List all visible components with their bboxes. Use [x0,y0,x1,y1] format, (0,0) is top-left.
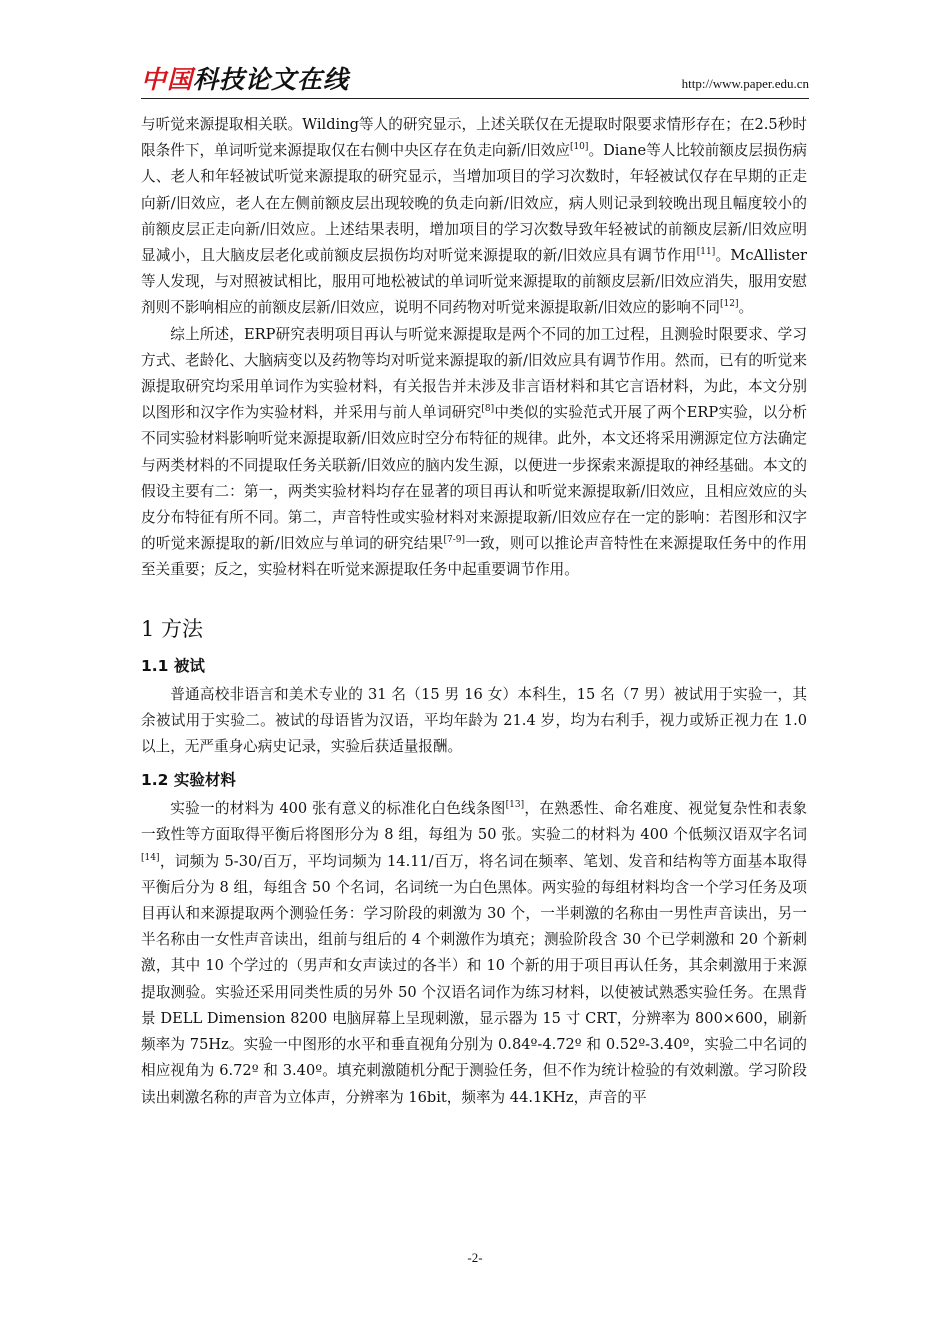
header-divider [141,98,809,99]
site-url[interactable]: http://www.paper.edu.cn [681,76,809,91]
text-run: 实验一的材料为 400 张有意义的标准化白色线条图 [170,800,506,818]
section-heading-method: 1 方法 [141,616,204,641]
logo-part-1: 中国 [141,65,194,94]
citation-ref: [11] [696,247,716,258]
citation-ref: [12] [720,299,739,310]
logo-part-2: 科技论文在线 [193,65,350,94]
paragraph-4 [141,796,807,1110]
paragraph-1 [141,112,807,322]
citation-ref: [13] [505,800,525,811]
paragraph-2 [141,322,807,584]
paragraph-3: 普通高校非语言和美术专业的 31 名（15 男 16 女）本科生，15 名（7 男）被试用于实验一，其余被试用于实验二。被试的母语皆为汉语，平均年龄为 21.4 岁，均为右利手，视力或矫正视力在 1.0 以上，无严重身心病史记录，实验后获适量报酬。 [141,685,807,756]
text-run: 。 [738,299,754,317]
page-body [141,112,807,1111]
text-run: ，词频为 5-30/百万，平均词频为 14.11/百万，将名词在频率、笔划、发音和结构等方面基本取得平衡后分为 8 组，每组含 50 个名词，名词统一为白色黑体。两实验的每组材料均含一个学习任务及项目再认和来源提取两个测验任务：学习阶段的刺激为 30 个，一半刺激的名称由一男性声音读出，另一半名称由一女性声音读出，组前与组后的 4 个刺激作为填充；测验阶段含 30 个已学刺激和 20 个新刺激，其中 10 个学过的（男声和女声读过的各半）和 10 个新的用于项目再认任务，其余刺激用于来源提取测验。实验还采用同类性质的另外 50 个汉语名词作为练习材料，以使被试熟悉实验任务。在黑背景 DELL Dimension 8200 电脑屏幕上呈现刺激，显示器为 15 寸 CRT，分辨率为 800×600，刷新频率为 75Hz。实验一中图形的水平和垂直视角分别为 0.84º-4.72º 和 0.52º-3.40º，实验二中名词的相应视角为 6.72º 和 3.40º。填充刺激随机分配于测验任务，但不作为统计检验的有效刺激。学习阶段读出刺激名称的声音为立体声，分辨率为 16bit，频率为 44.1KHz，声音的平 [141,852,807,1106]
text-run: 中类似的实验范式开展了两个ERP实验，以分析不同实验材料影响听觉来源提取新/旧效应时空分布特征的规律。此外，本文还将采用溯源定位方法确定与两类材料的不同提取任务关联新/旧效应的脑内发生源，以便进一步探索来源提取的神经基础。本文的假设主要有二：第一，两类实验材料均存在显著的项目再认和听觉来源提取新/旧效应，且相应效应的头皮分布特征有所不同。第二，声音特性或实验材料对来源提取新/旧效应存在一定的影响：若图形和汉字的听觉来源提取的新/旧效应与单词的研究结果 [141,404,807,553]
citation-ref: [7-9] [443,535,466,546]
text-run: 综上所述，ERP研究表明项目再认与听觉来源提取是两个不同的加工过程，且测验时限要求、学习方式、老龄化、大脑病变以及药物等均对听觉来源提取的新/旧效应具有调节作用。然而，已有的听觉来源提取研究均采用单词作为实验材料，有关报告并未涉及非言语材料和其它言语材料，为此，本文分别以图形和汉字作为实验材料，并采用与前人单词研究 [141,325,807,422]
subsection-heading-subjects: 1.1 被试 [141,656,205,675]
subsection-heading-materials: 1.2 实验材料 [141,771,236,790]
citation-ref: [10] [569,142,589,153]
text-run: 。Diane等人比较前额皮层损伤病人、老人和年轻被试听觉来源提取的研究显示，当增加项目的学习次数时，年轻被试仅存在早期的正走向新/旧效应，老人在左侧前额皮层出现较晚的负走向新/旧效应，病人则记录到较晚出现且幅度较小的前额皮层正走向新/旧效应。上述结果表明，增加项目的学习次数导致年轻被试的前额皮层新/旧效应明显减小，且大脑皮层老化或前额皮层损伤均对听觉来源提取的新/旧效应具有调节作用 [141,142,807,265]
text-run: 。McAllister等人发现，与对照被试相比，服用可地松被试的单词听觉来源提取的前额皮层新/旧效应消失，服用安慰剂则不影响相应的前额皮层新/旧效应，说明不同药物对听觉来源提取新/旧效应的影响不同 [141,247,808,317]
journal-logo [141,66,349,94]
text-run: 与听觉来源提取相关联。Wilding等人的研究显示，上述关联仅在无提取时限要求情形存在；在2.5秒时限条件下，单词听觉来源提取仅在右侧中央区存在负走向新/旧效应 [141,116,807,160]
citation-ref: [14] [141,852,160,863]
page-number: -2- [467,1250,483,1265]
text-run: 一致，则可以推论声音特性在来源提取任务中的作用至关重要；反之，实验材料在听觉来源提取任务中起重要调节作用。 [141,535,807,579]
page-header [141,66,809,98]
text-run: ，在熟悉性、命名难度、视觉复杂性和表象一致性等方面取得平衡后将图形分为 8 组，每组为 50 张。实验二的材料为 400 个低频汉语双字名词 [141,800,807,844]
citation-ref: [8] [481,404,495,415]
